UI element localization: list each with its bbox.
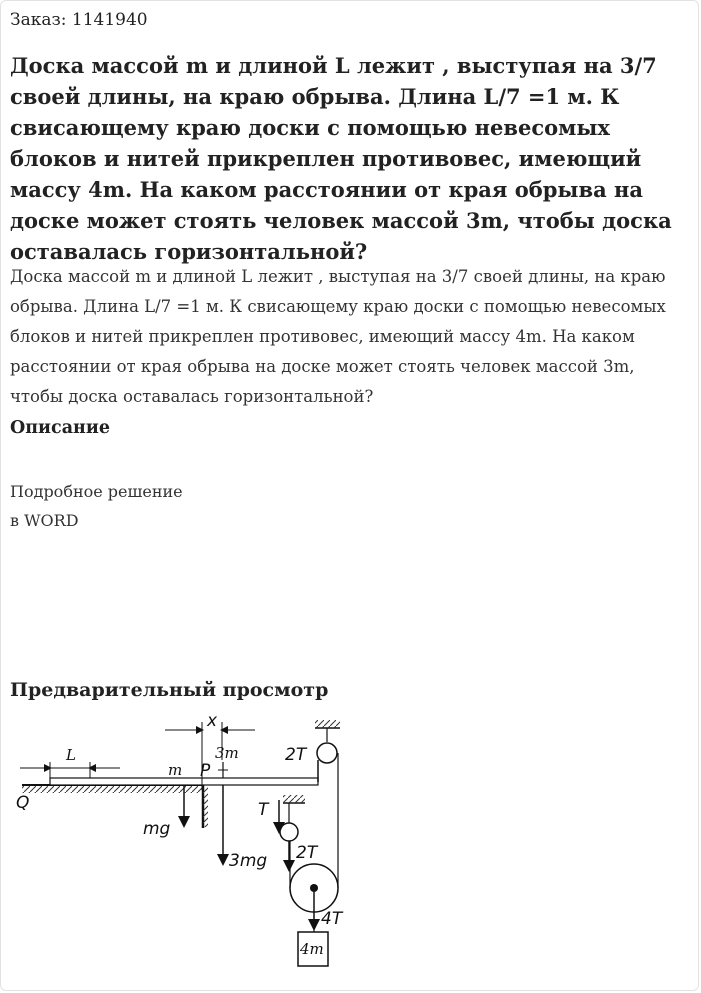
label-mg: mg	[143, 819, 171, 839]
preview-heading: Предварительный просмотр	[10, 679, 329, 701]
label-P: P	[200, 761, 211, 781]
label-2T-mid: 2T	[296, 843, 318, 863]
label-4T: 4T	[321, 909, 343, 929]
small-pulley	[280, 823, 298, 841]
middle-support	[283, 795, 305, 803]
label-3mg: 3mg	[229, 851, 268, 871]
person-icon	[218, 762, 228, 778]
top-support	[315, 720, 340, 742]
ground	[22, 785, 208, 828]
label-T: T	[258, 800, 269, 820]
label-L: L	[66, 746, 76, 764]
length-dimension	[20, 762, 120, 778]
problem-title: Доска массой m и длиной L лежит , выступая на 3/7 своей длины, на краю обрыва. Длина L/7 =1 м. К свисающему краю доски с помощью невесомых блоков и нитей прикреплен противовес, имеющий массу 4m. На каком расстоянии от края обрыва на доске может стоять человек массой 3m, чтобы доска оставалась горизонтальной?	[10, 53, 672, 264]
label-4m: 4m	[300, 940, 324, 958]
description-line: в WORD	[10, 511, 79, 530]
label-Q: Q	[16, 793, 30, 813]
physics-diagram	[0, 700, 701, 993]
label-3m: 3m	[215, 744, 239, 762]
plank	[50, 778, 318, 785]
label-m: m	[168, 761, 183, 779]
problem-text: Доска массой m и длиной L лежит , выступая на 3/7 своей длины, на краю обрыва. Длина L/7 =1 м. К свисающему краю доски с помощью невесомых блоков и нитей прикреплен противовес, имеющий массу 4m. На каком расстоянии от края обрыва на доске может стоять человек массой 3m, чтобы доска оставалась горизонтальной?	[10, 267, 666, 406]
top-pulley	[317, 743, 337, 763]
label-2T-top: 2T	[285, 745, 307, 765]
description-line: Подробное решение	[10, 482, 183, 501]
label-x: x	[207, 711, 218, 731]
order-number: Заказ: 1141940	[10, 10, 148, 30]
description-heading: Описание	[10, 418, 110, 438]
